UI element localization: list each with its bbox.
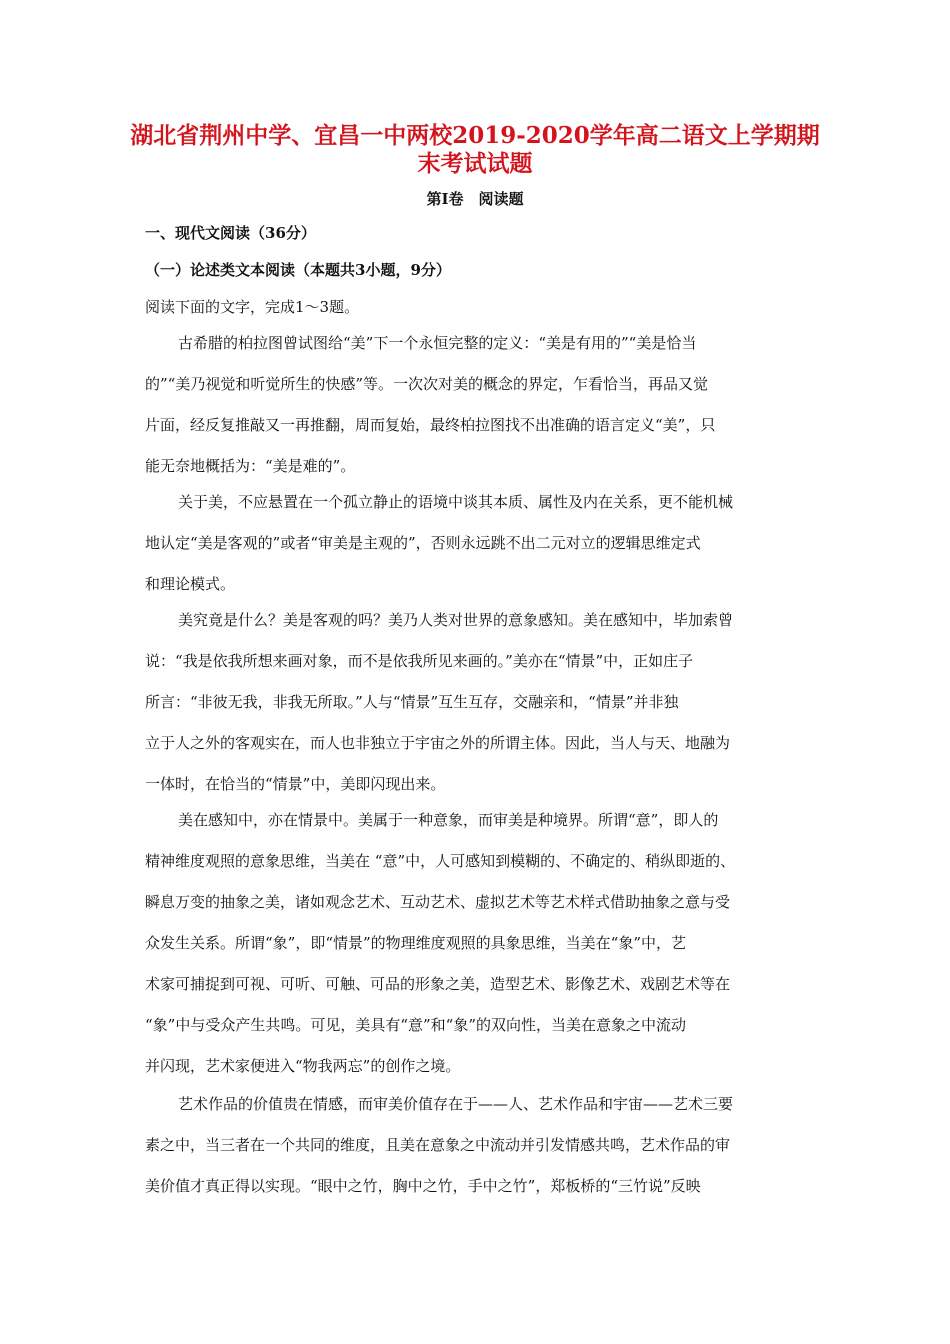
- section-heading: 一、现代文阅读（36分）: [145, 224, 316, 242]
- instruction-text: 阅读下面的文字，完成1～3题。: [145, 298, 360, 316]
- subsection-heading: （一）论述类文本阅读（本题共3小题，9分）: [145, 261, 451, 279]
- paragraph-line: 所言：“非彼无我，非我无所取。”人与“情景”互生互存，交融亲和，“情景”并非独: [145, 693, 679, 711]
- paragraph-line: 一体时，在恰当的“情景”中，美即闪现出来。: [145, 775, 446, 793]
- paragraph-4: [145, 808, 825, 1095]
- paragraph-line: 能无奈地概括为：“美是难的”。: [145, 457, 356, 475]
- paragraph-line: 精神维度观照的意象思维，当美在 “意”中，人可感知到模糊的、不确定的、稍纵即逝的、: [145, 852, 736, 870]
- paragraph-line: 众发生关系。所谓“象”，即“情景”的物理维度观照的具象思维，当美在“象”中，艺: [145, 934, 687, 952]
- title-line-2: 末考试试题: [417, 150, 533, 177]
- paragraph-2: [145, 490, 825, 613]
- paragraph-1: [145, 331, 825, 495]
- paragraph-line: 美价值才真正得以实现。“眼中之竹，胸中之竹，手中之竹”，郑板桥的“三竹说”反映: [145, 1177, 701, 1195]
- title-line-1: 湖北省荆州中学、宜昌一中两校2019-2020学年高二语文上学期期: [130, 122, 820, 149]
- paragraph-line: 片面，经反复推敲又一再推翻，周而复始，最终柏拉图找不出准确的语言定义“美”，只: [145, 416, 716, 434]
- paragraph-line: 美究竟是什么？美是客观的吗？美乃人类对世界的意象感知。美在感知中，毕加索曾: [178, 611, 734, 629]
- volume-title: 第Ⅰ卷 阅读题: [426, 190, 524, 208]
- document-title: [120, 122, 830, 178]
- paragraph-line: 艺术作品的价值贵在情感，而审美价值存在于——人、艺术作品和宇宙——艺术三要: [178, 1095, 734, 1113]
- paragraph-line: 瞬息万变的抽象之美，诸如观念艺术、互动艺术、虚拟艺术等艺术样式借助抽象之意与受: [145, 893, 731, 911]
- paragraph-line: 的”“美乃视觉和听觉所生的快感”等。一次次对美的概念的界定，乍看恰当，再品又觉: [145, 375, 709, 393]
- paragraph-line: 和理论模式。: [145, 575, 236, 593]
- paragraph-line: 立于人之外的客观实在，而人也非独立于宇宙之外的所谓主体。因此，当人与天、地融为: [145, 734, 731, 752]
- paragraph-line: 地认定“美是客观的”或者“审美是主观的”，否则永远跳不出二元对立的逻辑思维定式: [145, 534, 701, 552]
- paragraph-line: 并闪现，艺术家便进入“物我两忘”的创作之境。: [145, 1057, 461, 1075]
- paragraph-line: 术家可捕捉到可视、可听、可触、可品的形象之美，造型艺术、影像艺术、戏剧艺术等在: [145, 975, 731, 993]
- paragraph-line: 美在感知中，亦在情景中。美属于一种意象，而审美是种境界。所谓“意”，即人的: [178, 811, 719, 829]
- paragraph-line: “象”中与受众产生共鸣。可见，美具有“意”和“象”的双向性，当美在意象之中流动: [145, 1016, 687, 1034]
- paragraph-3: [145, 608, 825, 813]
- paragraph-line: 关于美，不应悬置在一个孤立静止的语境中谈其本质、属性及内在关系，更不能机械: [178, 493, 734, 511]
- paragraph-line: 说：“我是依我所想来画对象，而不是依我所见来画的。”美亦在“情景”中，正如庄子: [145, 652, 694, 670]
- paragraph-line: 古希腊的柏拉图曾试图给“美”下一个永恒完整的定义：“美是有用的”“美是恰当: [178, 334, 697, 352]
- paragraph-line: 素之中，当三者在一个共同的维度，且美在意象之中流动并引发情感共鸣，艺术作品的审: [145, 1136, 731, 1154]
- paragraph-5: [145, 1092, 825, 1215]
